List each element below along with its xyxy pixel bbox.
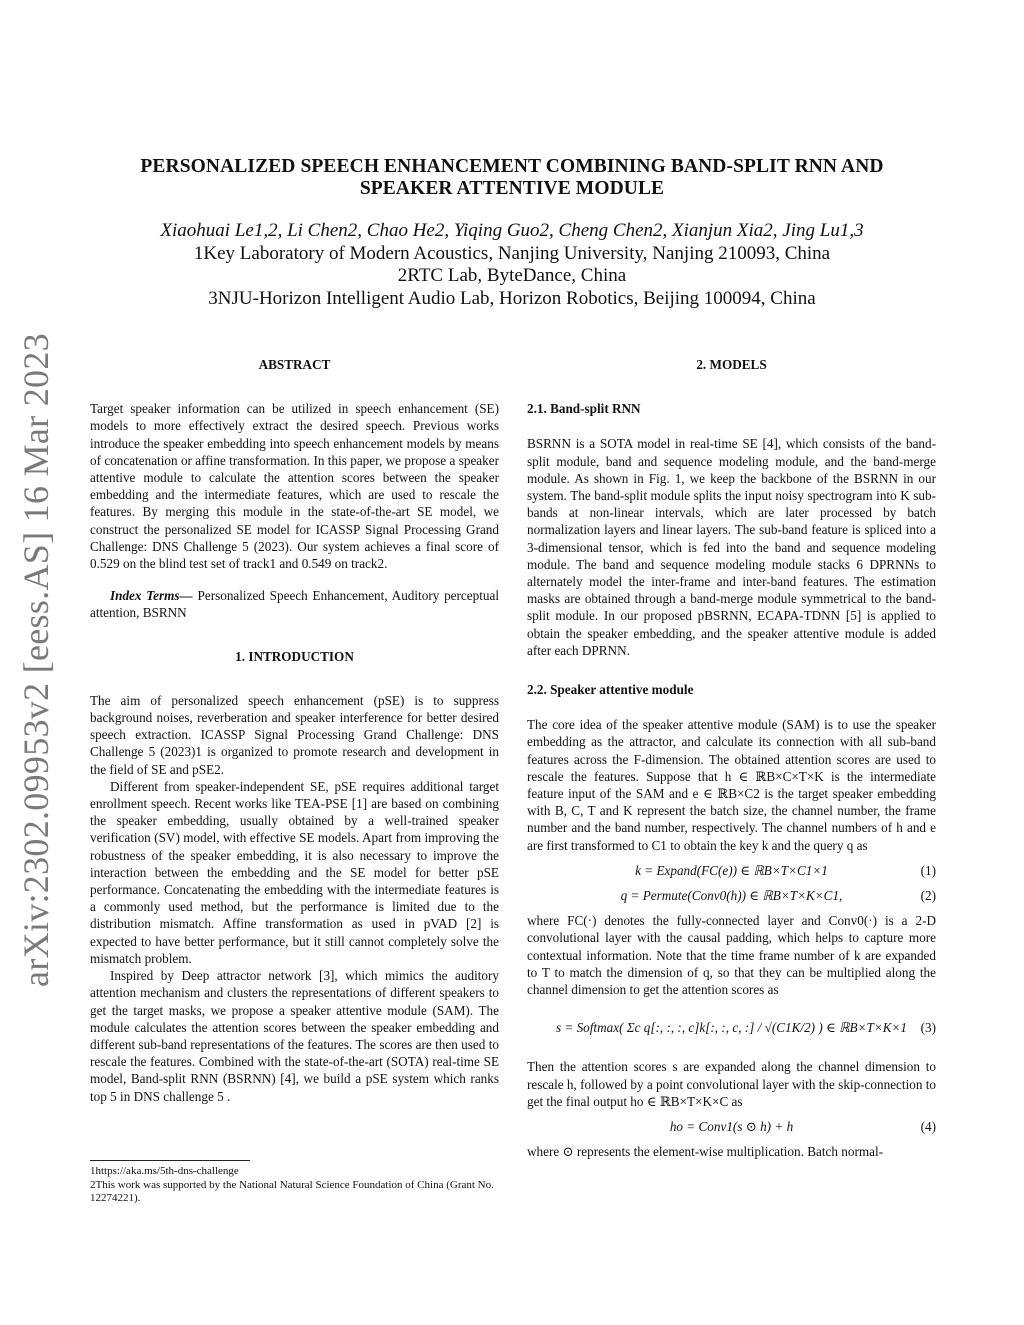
author-names: Xiaohuai Le1,2, Li Chen2, Chao He2, Yiqing Guo2, Cheng Chen2, Xianjun Xia2, Jing Lu1,3: [160, 220, 864, 241]
subsection-2-1-text: BSRNN is a SOTA model in real-time SE [4], which consists of the band-split module, band and sequence modeling module, and the band-merge module. As shown in Fig. 1, we keep the backbone of the BSRNN in our system. The band-split module splits the input noisy spectrogram into K sub-bands at non-linear intervals, which are later processed by batch normalization layers and linear layers. The sub-band feature is spliced into a 3-dimensional tensor, which is fed into the band and sequence modeling module. The band and sequence modeling module stacks 6 DPRNNs to alternately model the inter-frame and inter-band features. The estimation masks are obtained through a band-merge module symmetrical to the band-split module. In our proposed pBSRNN, ECAPA-TDNN [5] is applied to obtain the speaker embedding, and the speaker attentive module is added after each DPRNN.: [527, 436, 936, 658]
title-line-2: SPEAKER ATTENTIVE MODULE: [359, 178, 665, 199]
equation-2-body: q = Permute(Conv0(h)) ∈ ℝB×T×K×C1,: [620, 888, 843, 904]
index-terms-text: Personalized Speech Enhancement, Auditory perceptual attention, BSRNN: [90, 588, 500, 621]
intro-paragraph-1: The aim of personalized speech enhancement (pSE) is to suppress background noises, reverberation and speaker interference for better desired speech extraction. ICASSP Signal Processing Grand Challenge: DNS Challenge 5 (2023)1 is organized to promote research and development in the field of SE and pSE2.: [90, 692, 499, 777]
affiliation-1: 1Key Laboratory of Modern Acoustics, Nanjing University, Nanjing 210093, China: [193, 242, 831, 264]
models-heading: 2. MODELS: [696, 357, 767, 372]
right-column: [527, 356, 936, 1160]
after-equation-2-text: where FC(·) denotes the fully-connected layer and Conv0(·) is a 2-D convolutional layer with the causal padding, which helps to capture more contextual information. Note that the time frame number of k are expanded to T to match the dimension of q, so that they can be multiplied along the channel dimension to get the attention scores as: [527, 913, 936, 998]
equation-2: [527, 887, 936, 904]
paper-title: [90, 156, 934, 200]
equation-4: [527, 1118, 936, 1135]
footnotes: [90, 1160, 499, 1206]
footnote-1: 1https://aka.ms/5th-dns-challenge: [90, 1165, 239, 1177]
subsection-2-2-text: The core idea of the speaker attentive module (SAM) is to use the speaker embedding as the attractor, and calculate its connection with all sub-band features across the F-dimension. The obtained attention scores are used to rescale the features. Suppose that h ∈ ℝB×C×T×K is the intermediate feature input of the SAM and e ∈ ℝB×C2 is the target speaker embedding with B, C, T and K represent the batch size, the channel number, the frame number and the band number, respectively. The channel numbers of h and e are first transformed to C1 to obtain the key k and the query q as: [527, 717, 936, 853]
intro-paragraph-2: Different from speaker-independent SE, pSE requires additional target enrollment speech. Recent works like TEA-PSE [1] are based on combining the speaker embedding, usually obtained by a well-trained speaker verification (SV) model, with effective SE models. Apart from improving the robustness of the speaker embedding, it is also necessary to improve the interaction between the embedding and the SE model for better pSE performance. Concatenating the embedding with the intermediate features is a commonly used method, but the performance is limited due to the distribution mismatch. Affine transformation as used in pVAD [2] is expected to have better performance, but it still cannot completely solve the mismatch problem.: [90, 778, 499, 966]
affiliation-2: 2RTC Lab, ByteDance, China: [397, 265, 627, 286]
index-terms-label: Index Terms—: [110, 588, 193, 604]
footnote-rule: [90, 1160, 250, 1161]
equation-3-body: s = Softmax( Σc q[:, :, :, c]k[:, :, c, :] / √(C1K/2) ) ∈ ℝB×T×K×1: [555, 1020, 908, 1036]
footnote-2: 2This work was supported by the National Natural Science Foundation of China (Grant No. 12274221).: [90, 1178, 494, 1204]
subsection-2-2-heading: 2.2. Speaker attentive module: [527, 682, 694, 698]
equation-3: [527, 1006, 936, 1050]
affiliation-3: 3NJU-Horizon Intelligent Audio Lab, Horizon Robotics, Beijing 100094, China: [208, 287, 816, 309]
after-equation-3-text: Then the attention scores s are expanded along the channel dimension to rescale h, followed by a point convolutional layer with the skip-connection to get the final output ho ∈ ℝB×T×K×C as: [527, 1059, 936, 1109]
equation-1-body: k = Expand(FC(e)) ∈ ℝB×T×C1×1: [635, 862, 828, 878]
last-line-text: where ⊙ represents the element-wise multiplication. Batch normal-: [527, 1144, 884, 1160]
intro-paragraph-3: Inspired by Deep attractor network [3], which mimics the auditory attention mechanism and clusters the representations of different speakers to get the target masks, we propose a speaker attentive module (SAM). The module calculates the attention scores between the speaker embedding and different sub-band representations of the features. The scores are then used to rescale the features. Combined with the state-of-the-art (SOTA) real-time SE model, Band-split RNN (BSRNN) [4], we build a pSE system which ranks top 5 in DNS challenge 5 .: [90, 968, 499, 1104]
equation-4-number: (4): [920, 1118, 936, 1134]
author-block: [90, 220, 934, 310]
index-terms: [90, 587, 499, 621]
abstract-text: Target speaker information can be utilized in speech enhancement (SE) models to more effectively extract the desired speech. Previous works introduce the speaker embedding into speech enhancement models by means of concatenation or affine transformation. In this paper, we propose a speaker attentive module to calculate the attention scores between the speaker embedding and the intermediate features, which are used to rescale the features. By merging this module in the state-of-the-art SE model, we construct the personalized SE model for ICASSP Signal Processing Grand Challenge: DNS Challenge 5 (2023). Our system achieves a final score of 0.529 on the blind test set of track1 and 0.549 on track2.: [90, 401, 499, 572]
equation-2-number: (2): [920, 888, 936, 904]
subsection-2-1-heading: 2.1. Band-split RNN: [527, 401, 641, 417]
left-column: [90, 356, 499, 1105]
arxiv-stamp: arXiv:2302.09953v2 [eess.AS] 16 Mar 2023: [16, 333, 56, 987]
title-line-1: PERSONALIZED SPEECH ENHANCEMENT COMBINING BAND-SPLIT RNN AND: [140, 156, 884, 177]
introduction-heading: 1. INTRODUCTION: [235, 648, 354, 664]
abstract-heading: ABSTRACT: [258, 357, 331, 372]
equation-1-number: (1): [920, 862, 936, 878]
equation-1: [527, 862, 936, 879]
equation-3-number: (3): [920, 1020, 936, 1036]
equation-4-body: ho = Conv1(s ⊙ h) + h: [669, 1118, 794, 1134]
